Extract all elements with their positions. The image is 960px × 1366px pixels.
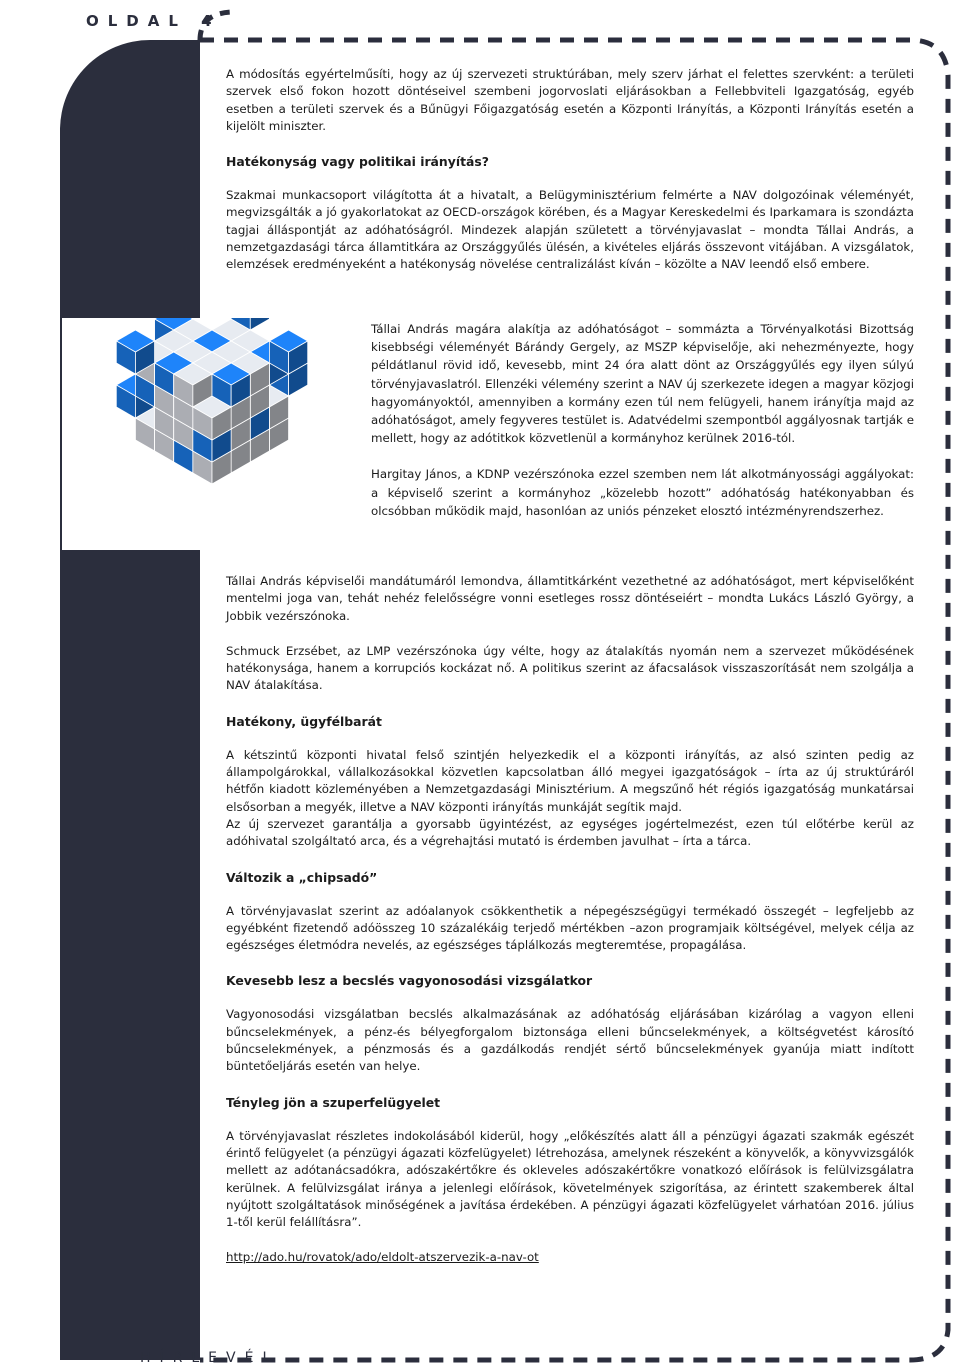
floated-text — [371, 320, 914, 538]
section-heading: Kevesebb lesz a becslés vagyonosodási vizsgálatkor — [226, 973, 593, 989]
paragraph: Az új szervezet garantálja a gyorsabb ügyintézést, az egységes jogértelmezést, ezen túl előtérbe kerül az adóhivatal szolgáltató arca, és a végrehajtási mutató is érdemben javulhat – írta a tárca. — [226, 816, 914, 849]
section-heading: Hatékony, ügyfélbarát — [226, 713, 382, 729]
section-heading: Hatékonyság vagy politikai irányítás? — [226, 154, 489, 170]
paragraph: Hargitay János, a KDNP vezérszónoka ezzel szemben nem lát alkotmányossági aggályokat: a képviselő szerint a kormányhoz „közelebb hozott” adóhatóság hatékonyabban és olcsóbban működik majd, hasonlóan az uniós pénzeket elosztó intézményrendszerhez. — [371, 467, 914, 518]
cube-cluster-icon — [62, 318, 352, 550]
main-content — [226, 66, 914, 292]
source-link[interactable]: http://ado.hu/rovatok/ado/eldolt-atszervezik-a-nav-ot — [226, 1250, 539, 1265]
cube-image — [62, 318, 352, 550]
paragraph: Vagyonosodási vizsgálatban becslés alkalmazásának az adóhatóság eljárásában kizárólag a vagyon elleni bűncselekmények, a pénz-és bélyegforgalom biztonsága elleni bűncselekmények, a költségvetést károsító bűncselekmények, a pénzmosás és a gazdálkodás rendjét sértő bűncselekmények gyanúja miatt indított büntetőeljárás esetén van helye. — [226, 1007, 914, 1074]
page-label: OLDAL 4 — [86, 12, 221, 30]
paragraph: Szakmai munkacsoport világította át a hivatalt, a Belügyminisztérium felmérte a NAV dolgozóinak véleményét, megvizsgálták a jó gyakorlatokat az OECD-országok körében, és a Magyar Kereskedelmi és Iparkamara is szondázta tagjai álláspontját az adóhatóságról. Mindezek alapján született a törvényjavaslat – mondta Tállai András, a nemzetgazdasági tárca államtitkára az Országgyűlés ülésén, a kivételes eljárás összevont vitájában. A vizsgálatok, elemzések eredményeként a hatékonyság növelése centralizálást kíván – közölte a NAV leendő első embere. — [226, 188, 914, 272]
intro-paragraph: A módosítás egyértelműsíti, hogy az új szervezeti struktúrában, mely szerv járhat el felettes szervként: a területi szervek első fokon hozott döntéseivel szembeni jogorvoslati eljárásokban a Fellebbviteli Igazgatóság, egyéb esetben a területi szervek és a Bűnügyi Főigazgatóság esetén a Központi Irányítás, a Központi Irányítás esetén a kijelölt miniszter. — [226, 67, 914, 133]
section-heading: Változik a „chipsadó” — [226, 869, 378, 885]
paragraph: Tállai András magára alakítja az adóhatóságot – sommázta a Törvényalkotási Bizottság kisebbségi véleményét Bárándy Gergely, az MSZP képviselője, aki nehezményezte, hogy példátlanul rövid idő, kevesebb, mint 24 óra alatt dönt az Országgyűlés egy ilyen súlyú törvényjavaslatról. Ellenzéki vélemény szerint a NAV új szerkezete idegen a magyar közjogi hagyományoktól, amennyiben a kormány ezen túl nem felügyeli, hanem irányítja majd az adóhatóságot, amely fegyveres testület is. Adatvédelmi szempontból aggályosnak tartják e mellett, hogy az adótitkok közvetlenül a kormányhoz kerülnek 2016-tól. — [371, 322, 914, 446]
paragraph: Schmuck Erzsébet, az LMP vezérszónoka úgy vélte, hogy az átalakítás nyomán nem a szervezet működésének hatékonysága, hanem a korrupciós kockázat nő. A politikus szerint az áfacsalások visszaszorítását nem szolgálja a NAV átalakítása. — [226, 643, 914, 693]
cube-face — [250, 318, 269, 330]
paragraph: A törvényjavaslat szerint az adóalanyok csökkenthetik a népegészségügyi termékadó összegét – legfeljebb az egyébként fizetendő adóösszeg 10 százalékáig terjedő mértékben –azon programjaik költségével, melyek célja az egészséges életmódra nevelés, az egészséges táplálkozás megteremtése, propagálása. — [226, 903, 914, 953]
footer-label: HÍRLEVÉL — [140, 1350, 280, 1366]
section-heading: Tényleg jön a szuperfelügyelet — [226, 1094, 441, 1110]
paragraph: A kétszintű központi hivatal felső szintjén helyezkedik el a központi irányítás, az alsó szinten pedig az állampolgárokkal, vállalkozásokkal közvetlen kapcsolatban álló megyei igazgatóságok – írta az új struktúráról hétfőn kiadott közleményében a Nemzetgazdasági Minisztérium. A megszűnő hét régiós igazgatóság munkatársai elsősorban a megyék, illetve a NAV központi irányítás munkáját segítik majd. — [226, 747, 914, 814]
paragraph: A törvényjavaslat részletes indokolásából kiderül, hogy „előkészítés alatt áll a pénzügyi ágazati szakmák egészét érintő felügyelet (a pénzügyi ágazati közfelügyelet) létrehozása, amelynek részeként a könyvelők, a könyvvizsgálók mellett az adótanácsadókra, adószakértőkre és okleveles adószakértőkre vonatkozó előírások is felülvizsgálatra kerülnek. A felülvizsgálat iránya a jelenlegi előírások, követelmények szigorítása, az érintett szakemberek által nyújtott szolgáltatások minőségének a javítása érdekében. A pénzügyi ágazati közfelügyelet várhatóan 2016. július 1-től kerül felállításra”. — [226, 1128, 914, 1230]
paragraph: Tállai András képviselői mandátumáról lemondva, államtitkárként vezethetné az adóhatóságot, mert képviselőként mentelmi joga van, tehát nehéz felelősségre vonni esetleges rossz döntéseiért – mondta Lukács László György, a Jobbik vezérszónoka. — [226, 574, 914, 623]
lower-content — [226, 573, 914, 1285]
